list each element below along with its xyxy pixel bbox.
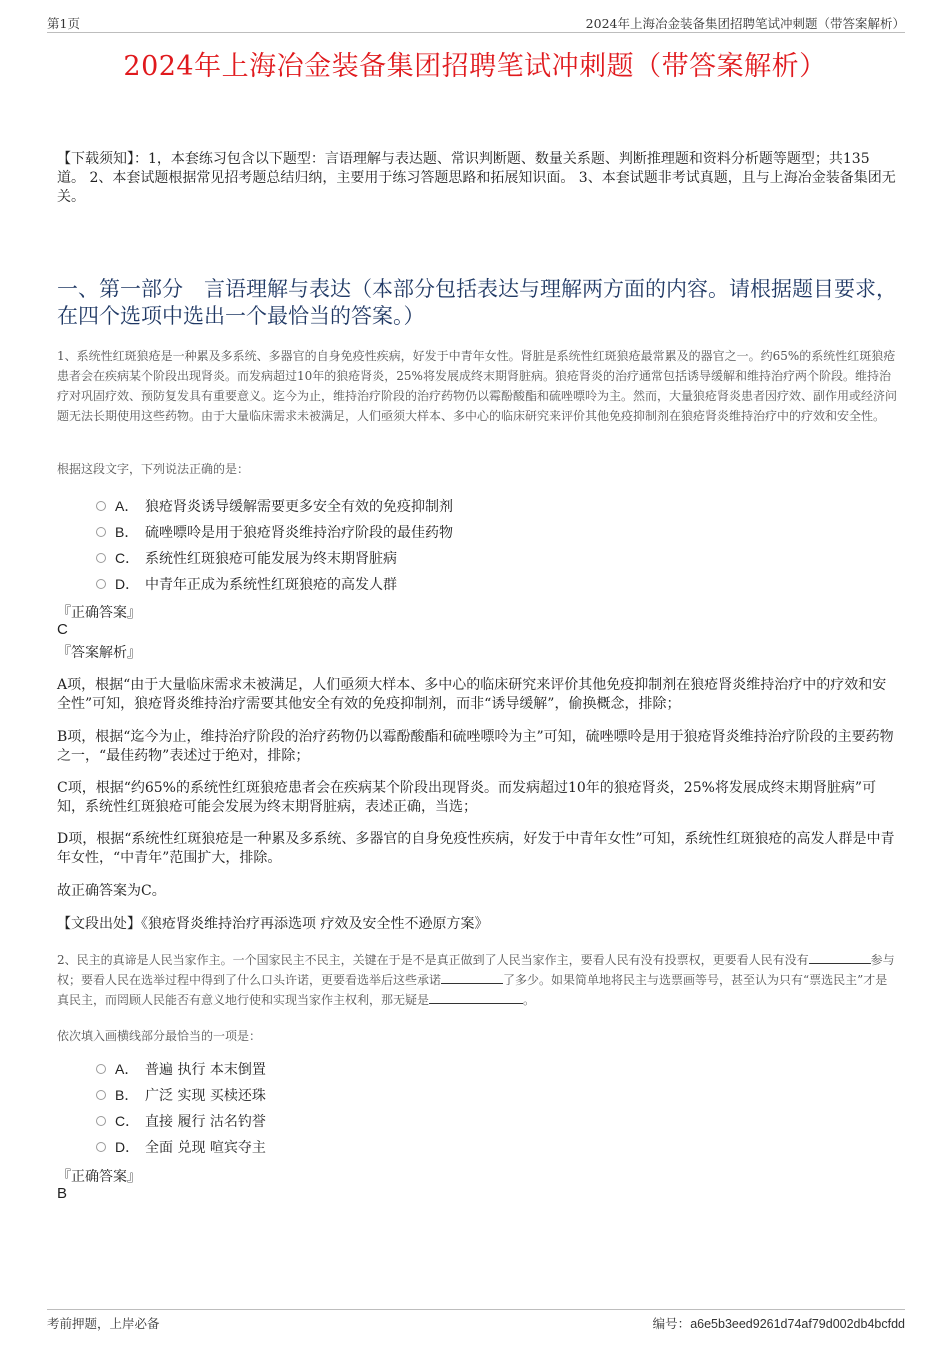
option-d[interactable]: D． 全面 兑现 喧宾夺主 <box>96 1134 266 1160</box>
analysis-d: D项，根据“系统性红斑狼疮是一种累及多系统、多器官的自身免疫性疾病，好发于中青年女性”可知，系统性红斑狼疮的高发人群是中青年女性，“中青年”范围扩大，排除。 <box>57 831 895 866</box>
radio-icon[interactable] <box>96 1116 106 1126</box>
page-number: 第1页 <box>47 16 80 31</box>
question-2-prompt: 依次填入画横线部分最恰当的一项是： <box>57 1029 262 1043</box>
blank-1 <box>809 951 871 964</box>
correct-answer-label: 『正确答案』 <box>57 605 141 621</box>
document-code: 编号：a6e5b3eed9261d74af79d002db4bcfdd <box>652 1316 905 1331</box>
question-2-passage: 2、民主的真谛是人民当家作主。一个国家民主不民主，关键在于是不是真正做到了人民当家作主，要看人民有没有投票权，更要看人民有没有 参与权；要看人民在选举过程中得到了什么口头许诺，更要看选举后这些承诺 了多少。如果简单地将民主与选票画等号，甚至认为只有“票选民主”才是真民主，而罔顾人民能否有意义地行使和实现当家作主权利，那无疑是 。 <box>57 953 895 1007</box>
option-a[interactable]: A． 狼疮肾炎诱导缓解需要更多安全有效的免疫抑制剂 <box>96 493 453 519</box>
analysis-b: B项，根据“迄今为止，维持治疗阶段的治疗药物仍以霉酚酸酯和硫唑嘌呤为主”可知，硫唑嘌呤是用于狼疮肾炎维持治疗阶段的主要药物之一，“最佳药物”表述过于绝对，排除； <box>57 729 894 764</box>
question-1-prompt: 根据这段文字，下列说法正确的是： <box>57 462 250 476</box>
page-header <box>47 14 905 33</box>
option-c[interactable]: C． 直接 履行 沽名钓誉 <box>96 1108 266 1134</box>
correct-answer-label: 『正确答案』 <box>57 1169 141 1185</box>
header-doc-title: 2024年上海冶金装备集团招聘笔试冲刺题（带答案解析） <box>585 16 905 31</box>
analysis-a: A项，根据“由于大量临床需求未被满足，人们亟须大样本、多中心的临床研究来评价其他免疫抑制剂在狼疮肾炎维持治疗中的疗效和安全性”可知，狼疮肾炎维持治疗需要其他安全有效的免疫抑制剂，而非“诱导缓解”，偷换概念，排除； <box>57 677 887 712</box>
radio-icon[interactable] <box>96 553 106 563</box>
page-footer <box>47 1309 905 1332</box>
passage-source: 【文段出处】《狼疮肾炎维持治疗再添选项 疗效及安全性不逊原方案》 <box>57 916 489 932</box>
download-notice: 【下载须知】：1，本套练习包含以下题型：言语理解与表达题、常识判断题、数量关系题、判断推理题和资料分析题等题型；共135道。 2、本套试题根据常见招考题总结归纳，主要用于练习答题思路和拓展知识面。 3、本套试题非考试真题，且与上海冶金装备集团无关。 <box>57 151 896 205</box>
section-heading: 一、第一部分 言语理解与表达（本部分包括表达与理解两方面的内容。请根据题目要求，在四个选项中选出一个最恰当的答案。） <box>57 277 897 328</box>
radio-icon[interactable] <box>96 1142 106 1152</box>
question-2-options <box>96 1056 266 1160</box>
option-b[interactable]: B． 硫唑嘌呤是用于狼疮肾炎维持治疗阶段的最佳药物 <box>96 519 453 545</box>
radio-icon[interactable] <box>96 579 106 589</box>
analysis-label: 『答案解析』 <box>57 645 141 661</box>
question-1-passage: 1、系统性红斑狼疮是一种累及多系统、多器官的自身免疫性疾病，好发于中青年女性。肾脏是系统性红斑狼疮最常累及的器官之一。约65%的系统性红斑狼疮患者会在疾病某个阶段出现肾炎。而发病超过10年的狼疮肾炎，25%将发展成终末期肾脏病。狼疮肾炎的治疗通常包括诱导缓解和维持治疗两个阶段。维持治疗对巩固疗效、预防复发具有重要意义。迄今为止，维持治疗阶段的治疗药物仍以霉酚酸酯和硫唑嘌呤为主。然而，大量狼疮肾炎患者因疗效、副作用或经济问题无法长期使用这些药物。由于大量临床需求未被满足，人们亟须大样本、多中心的临床研究来评价其他免疫抑制剂在狼疮肾炎维持治疗中的疗效和安全性。 <box>57 349 898 423</box>
option-a[interactable]: A． 普遍 执行 本末倒置 <box>96 1056 266 1082</box>
footer-slogan: 考前押题，上岸必备 <box>47 1316 160 1331</box>
blank-2 <box>441 971 503 984</box>
question-1-options <box>96 493 453 597</box>
blank-3 <box>429 991 523 1004</box>
radio-icon[interactable] <box>96 527 106 537</box>
radio-icon[interactable] <box>96 1090 106 1100</box>
correct-answer: B <box>57 1185 68 1202</box>
analysis-conclusion: 故正确答案为C。 <box>57 883 166 899</box>
radio-icon[interactable] <box>96 501 106 511</box>
option-b[interactable]: B． 广泛 实现 买椟还珠 <box>96 1082 266 1108</box>
document-title: 2024年上海冶金装备集团招聘笔试冲刺题（带答案解析） <box>123 51 827 82</box>
analysis-c: C项，根据“约65%的系统性红斑狼疮患者会在疾病某个阶段出现肾炎。而发病超过10年的狼疮肾炎，25%将发展成终末期肾脏病”可知，系统性红斑狼疮可能会发展为终末期肾脏病，表述正确，当选； <box>57 780 877 815</box>
option-d[interactable]: D． 中青年正成为系统性红斑狼疮的高发人群 <box>96 571 453 597</box>
radio-icon[interactable] <box>96 1064 106 1074</box>
option-c[interactable]: C． 系统性红斑狼疮可能发展为终末期肾脏病 <box>96 545 453 571</box>
correct-answer: C <box>57 621 68 638</box>
